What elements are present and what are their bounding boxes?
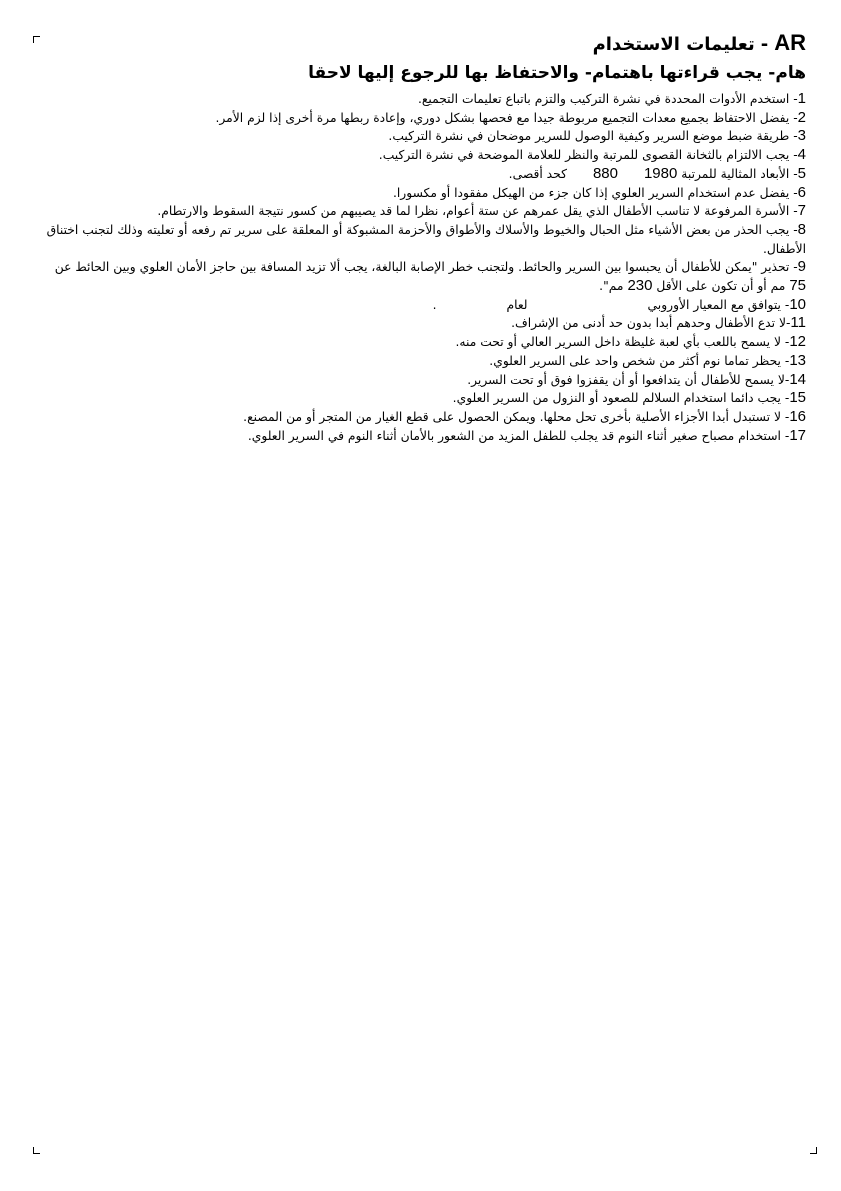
- wall-gap-min: 230: [627, 277, 653, 295]
- mattress-length: 1980: [643, 164, 678, 182]
- page-title: تعليمات الاستخدام: [592, 34, 755, 55]
- list-item: 17- استخدام مصباح صغير أثناء النوم قد يجلب للطفل المزيد من الشعور بالأمان أثناء النوم في السرير العلوي.: [247, 426, 806, 444]
- list-item: 8- يجب الحذر من بعض الأشياء مثل الحبال والخيوط والأسلاك والأطواق والأحزمة المشبوكة أو المعلقة على سرير تم رفعه أو تعليته وذلك لتجنب اختناق الأطفال.: [46, 220, 806, 256]
- list-item: 4- يجب الالتزام بالثخانة القصوى للمرتبة والنظر للعلامة الموضحة في نشرة التركيب.: [378, 146, 806, 164]
- list-item: 3- طريقة ضبط موضع السرير وكيفية الوصول للسرير موضحان في نشرة التركيب.: [388, 127, 806, 145]
- header-separator: -: [760, 34, 769, 55]
- list-item: 2- يفضل الاحتفاظ بجميع معدات التجميع مربوطة جيدا مع فحصها بشكل دوري، وإعادة ربطها مرة أخرى إذا لزم الأمر.: [215, 108, 806, 126]
- list-item: 6- يفضل عدم استخدام السرير العلوي إذا كان جزء من الهيكل مفقودا أو مكسورا.: [392, 183, 806, 201]
- list-item: 14-لا يسمح للأطفال أن يتدافعوا أو أن يقفزوا فوق أو تحت السرير.: [467, 370, 806, 388]
- wall-gap-max: 75: [789, 277, 806, 295]
- crop-mark-bottom-right: [810, 1147, 817, 1154]
- list-item: 10- يتوافق مع المعيار الأوروبيلعام.: [432, 295, 806, 313]
- document-body: [40, 30, 806, 445]
- instruction-list: [40, 90, 806, 445]
- crop-mark-bottom-left: [33, 1147, 40, 1154]
- list-item: 5- الأبعاد المثالية للمرتبة 1980880كحد أقصى.: [508, 164, 806, 182]
- crop-mark-top-left: [33, 36, 40, 43]
- list-item: 13- يحظر تماما نوم أكثر من شخص واحد على السرير العلوي.: [489, 351, 806, 369]
- list-item: 12- لا يسمح باللعب بأي لعبة غليظة داخل السرير العالي أو تحت منه.: [455, 333, 806, 351]
- language-code: AR: [774, 30, 806, 55]
- page-header: [40, 30, 806, 60]
- list-item: 16- لا تستبدل أبدا الأجزاء الأصلية بأخرى تحل محلها. ويمكن الحصول على قطع الغيار من المتجر أو من المصنع.: [243, 407, 806, 425]
- list-item: 11-لا تدع الأطفال وحدهم أبدا بدون حد أدنى من الإشراف.: [511, 314, 806, 332]
- list-item: 7- الأسرة المرفوعة لا تناسب الأطفال الذي يقل عمرهم عن ستة أعوام، نظرا لما قد يصيبهم من كسور نتيجة السقوط والارتطام.: [157, 202, 806, 220]
- important-notice: هام- يجب قراءتها باهتمام- والاحتفاظ بها للرجوع إليها لاحقا: [308, 63, 806, 83]
- list-item: 15- يجب دائما استخدام السلالم للصعود أو النزول من السرير العلوي.: [452, 389, 806, 407]
- list-item: 1- استخدم الأدوات المحددة في نشرة التركيب والتزم باتباع تعليمات التجميع.: [417, 90, 806, 107]
- mattress-width: 880: [592, 164, 618, 182]
- list-item: 9- تحذير "يمكن للأطفال أن يحبسوا بين السرير والحائط. ولتجنب خطر الإصابة البالغة، يجب ألا تزيد المسافة بين حاجز الأمان العلوي وبين الحائط عن 75 مم أو أن تكون على الأقل 230 مم".: [54, 258, 806, 295]
